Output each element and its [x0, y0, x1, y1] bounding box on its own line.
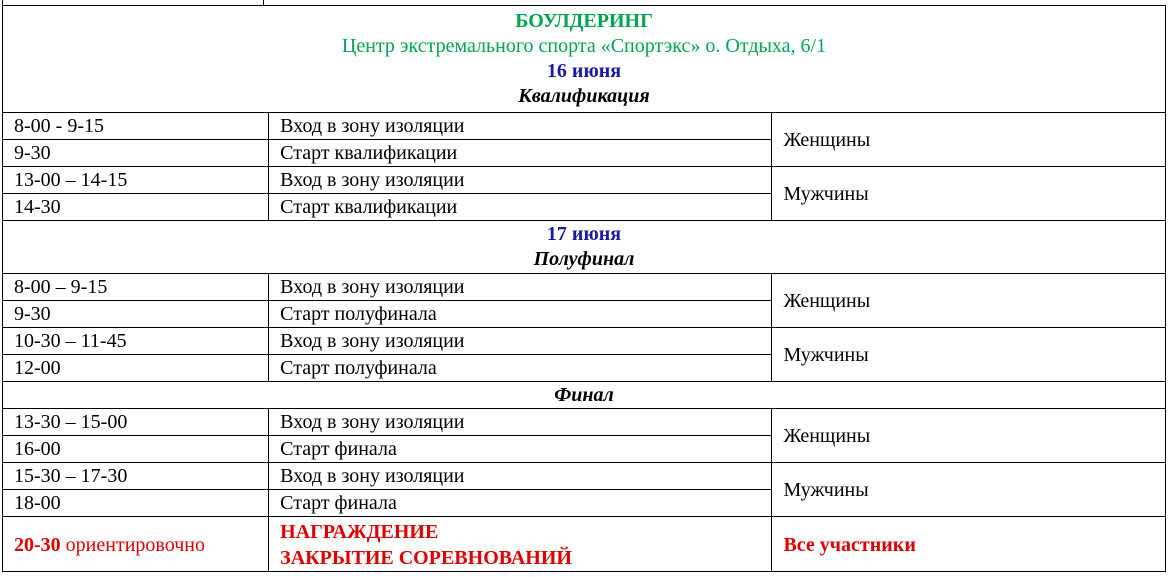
stage-header-row	[3, 382, 1166, 409]
awards-label: НАГРАЖДЕНИЕ	[280, 521, 439, 543]
stage-name: Финал	[3, 382, 1166, 409]
table-row	[3, 167, 1166, 194]
table-row	[3, 113, 1166, 140]
time-cell: 9-30	[3, 301, 269, 328]
time-cell: 9-30	[3, 140, 269, 167]
activity-cell: Вход в зону изоляции	[269, 113, 772, 140]
activity-cell: Вход в зону изоляции	[269, 274, 772, 301]
category-cell: Мужчины	[772, 463, 1166, 517]
closing-activity-cell	[269, 517, 772, 572]
time-cell: 8-00 - 9-15	[3, 113, 269, 140]
activity-cell: Вход в зону изоляции	[269, 463, 772, 490]
event-venue: Центр экстремального спорта «Спортэкс» о. Отдыха, 6/1	[341, 35, 827, 57]
event-title: БОУЛДЕРИНГ	[515, 10, 653, 32]
activity-cell: Старт полуфинала	[269, 301, 772, 328]
time-cell: 13-00 – 14-15	[3, 167, 269, 194]
time-cell: 18-00	[3, 490, 269, 517]
table-row	[3, 274, 1166, 301]
time-cell: 15-30 – 17-30	[3, 463, 269, 490]
header-row	[3, 6, 1166, 113]
closing-row	[3, 517, 1166, 572]
time-cell: 12-00	[3, 355, 269, 382]
day-date: 16 июня	[546, 60, 622, 82]
table-row	[3, 328, 1166, 355]
time-cell: 14-30	[3, 194, 269, 221]
stage-name: Квалификация	[518, 85, 650, 107]
activity-cell: Вход в зону изоляции	[269, 409, 772, 436]
table-row	[3, 463, 1166, 490]
activity-cell: Вход в зону изоляции	[269, 328, 772, 355]
category-cell: Мужчины	[772, 328, 1166, 382]
closing-time: 20-30	[14, 534, 61, 556]
closing-time-note: ориентировочно	[65, 534, 205, 556]
activity-cell: Старт квалификации	[269, 194, 772, 221]
category-cell: Женщины	[772, 409, 1166, 463]
day-date: 17 июня	[546, 223, 622, 245]
activity-cell: Старт финала	[269, 490, 772, 517]
activity-cell: Старт квалификации	[269, 140, 772, 167]
category-cell: Мужчины	[772, 167, 1166, 221]
closing-ceremony-label: ЗАКРЫТИЕ СОРЕВНОВАНИЙ	[280, 547, 572, 569]
time-cell: 13-30 – 15-00	[3, 409, 269, 436]
header-cell	[3, 6, 1166, 113]
stage-name: Полуфинал	[533, 248, 635, 270]
activity-cell: Вход в зону изоляции	[269, 167, 772, 194]
day-header-cell	[3, 221, 1166, 274]
closing-time-cell	[3, 517, 269, 572]
activity-cell: Старт финала	[269, 436, 772, 463]
table-row	[3, 409, 1166, 436]
schedule-table	[2, 5, 1166, 572]
activity-cell: Старт полуфинала	[269, 355, 772, 382]
all-participants-label: Все участники	[783, 534, 916, 556]
time-cell: 10-30 – 11-45	[3, 328, 269, 355]
closing-participants-cell	[772, 517, 1166, 572]
time-cell: 8-00 – 9-15	[3, 274, 269, 301]
category-cell: Женщины	[772, 274, 1166, 328]
time-cell: 16-00	[3, 436, 269, 463]
day-header-row	[3, 221, 1166, 274]
category-cell: Женщины	[772, 113, 1166, 167]
